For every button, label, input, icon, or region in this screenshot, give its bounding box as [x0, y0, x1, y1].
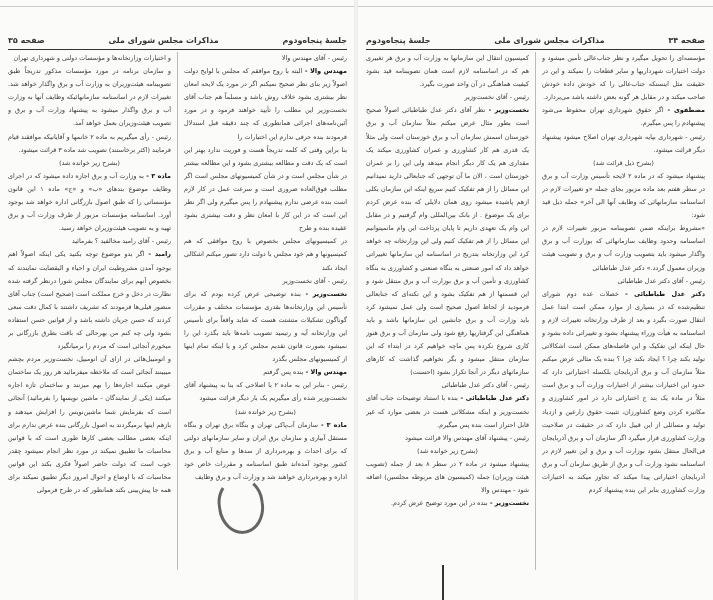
speaker-name: دکتر عدل طباطبائی - [457, 394, 529, 403]
session-label: جلسهٔ پنجاه‌ودوم [282, 35, 347, 45]
paragraph [184, 235, 347, 274]
speaker-name: ماده ۳ - [317, 420, 347, 429]
paragraph [184, 52, 347, 65]
paragraph-text: و اتومبیل‌هائی در ازای آن انومبیل، نخست‌وزیر مردم بچشم میبینند آنجائی است که ملاحظه میفرمائید هر روز یک ساختمان عوض میکنند اجاره‌ها را بهم میزنند و ساختمان تازه اجاره میکنند (یکی از نمایندگان - ماشین نویسها را بفرمائید) آنجائی است که بفرمایش شما ماشین‌نویس را افزایش میدهند و بازهم اینها برمیگردند به اصول بازرگانی بنده عرض ندارم برای اینکه بعضی مطالب بعضی کارها طوری است که با قوانین محاسبات ما تطبیق نمیکند در مورد نظر انجام نمیشود چقدر خوب است که دولت حاضر اصولاً فکری بکند این قوانین محاسبات که با اوضاع و احوال امروز دیگر تطبیق نمیکند برای همه جا پیش‌بینی بکند همانطور که در طرح فرمولی [8, 355, 171, 495]
speaker-name: نخست‌وزیر - [487, 499, 529, 508]
paragraph-text: نظر آقای دکتر عدل طباطبائی اصولاً صحیح است بطور مثال عرض میکنم مثلاً سازمان آب و برق خوزستان اسمش سازمان آب و برق خوزستان است ولی مثلاً یک قدری هم کار کشاورزی و عمران کشاورزی میکند یک مقداری هم یک کار دیگر انجام میدهد ولی این را بر عمران خوزستان است ، الان ما آن توجهی که جنابعالی دارید نمیدانیم این مسائل را از هم تفکیک کنیم سریع اینکه این سازمان بکلی ازهم پاشیده میشود روی همان دلایلی که بنده عرض کردم برای یک موضوع . از بانک بین‌المللی وام گرفتیم و در مقابل این وام یک تعهدی داریم تا پایان پرداخت این وام مانمیتوانیم این مسائل را از هم تفکیک کنیم ولی این وزارتخانه چه خواهد کرد این وزارتخانه بتدریج در اساسنامه این سازمانها تغییراتی خواهد داد که امور صنعتی به بنگاه صنعتی و کشاورزی به بنگاه کشاورزی و تأمین آب و برق بوزارت آب و برق منتقل شود و این قسمتها از هم تفکیک بشود و این نکته‌ای که جنابعالی فرمودید از لحاظ اصول صحیح است ولی عمل نمیشود کرد باید وزارت آب و برق جانشین این سازمانها باشد و باید هماهنگی این گرفتاریها رفع شود ولی سازمان آب و برق هنوز کاری شروع نکرده پس ماچه خواهیم کرد در ابتداء که این سازمان منتقل میشود و بگر نخواهیم گذاشت که کارهای سازمانهای دیگر در آنجا تکرار بشود (احسنت) [366, 106, 529, 377]
session-label: جلسهٔ پنجاه‌ودوم [366, 35, 431, 45]
paragraph-text: رئیس - بنابر این به ماده ۲ با اصلاحی که بنا به پیشنهاد آقای نخست‌وزیر شده رأی میگیریم یک بار دیگر قرائت میشود [184, 381, 347, 403]
paragraph-text: مؤسسه‌ای را تحویل میگیرد و نظر جناب‌عالی تأمین میشود و دولت اختیارات شهرداریها و سایر قطعات را نمیکند و این در حقیقت مثل اینستکه جناب‌عالی را که خودش داده خودش صاحب میکند و در مقابل هر گونه بعض داشته باشد می‌برد‌ارد. [542, 54, 705, 102]
speaker-name: مهندس والا - [303, 368, 347, 377]
paragraph [184, 288, 347, 367]
paragraph [8, 170, 171, 235]
text-column [542, 52, 705, 570]
paragraph-text: رئیس - آقای نخست‌وزیر [282, 276, 347, 285]
paragraph-text: در کمیسیونهای مجلس بخصوص با روح موافقی که هم کمیسیونها و هم خود مجلس با دولت دارد تصور میکنم اشکالی ایجاد نکند [184, 237, 347, 272]
speaker-name: ماده ۳ - [143, 171, 171, 180]
paragraph [542, 170, 705, 222]
paragraph [366, 458, 529, 497]
paragraph-text: و سازمان برنامه در مورد مؤسسات مذکور تدریجاً طبق تصویبنامه هیئت‌وزیران به وزارت آب و برق واگذار خواهد شد. تغییرات لازم در اساسنامه سازمانهائیکه وظایف آنها به وزارت آب و برق واگذار میشود به پیشنهاد وزارت آب و برق و تصویب هیئت‌وزیران بعمل خواهد آمد. [8, 67, 171, 128]
left-page [0, 0, 355, 600]
paragraph-text: سازمان آب‌پاکی تهران و بنگاه برق تهران و بنگاه مستقل آبیاری و سازمان برق ایران و سایر سازمانهای دولتی که برای احداث و بهره‌برداری از سدها و منابع آب و برق کشور بوجود آمده‌اند طبق اساسنامه و مقررات خاص خود اداره و بهره‌برداری خواهند شد و وزارت آب و برق وظایف [184, 420, 347, 481]
paragraph-text: البته با روح موافقم که مجلس با لوایح دولت اصولاً زیر بنای نظر صحیح نمیکنم اگر در مورد یک لایحه امعان نظر بیشتری بشود خلاف روش باشد و مسلماً هم جناب آقای نخست‌وزیر این مطلب را تأیید خواهند فرمود و در مورد آئین‌نامه‌های اجرائی همانطوری که چند دقیقه قبل استدلال فرمودند بنده حرفی ندارم این اختیارات را [184, 67, 347, 141]
paragraph-text: رئیس - پیشنهاد آقای مهندس والا قرائت میشود [405, 433, 529, 442]
paragraph [8, 52, 171, 65]
paragraph [184, 144, 347, 236]
paragraph [184, 406, 347, 419]
paragraph [542, 288, 705, 498]
paragraph-text: پیشنهاد میشود که در ماده ۲ لایحه تأسیس وزارت آب و برق در سطر هفتم بعد ماده مزبور بجای جمله «و تغییرات لازم در اساسنامه سازمانهائی که وظایف آنها الی آخر» جمله ذیل قید شود: [542, 171, 705, 220]
paragraph-text: خصلات عده دوم شورای تنظیم‌شده که در بسیاری از موارد ممکن است ابتدا عمل انتقال صورت بگیرد و بعد از طرف وزارتخانه تغییرات لازم و اساسنامه به هیأت وزراء پیشنهاد بشود و تغییراتی داده بشود و حال اینکه این تفکیک و این فاصله‌های ممکن است اشکالاتی تولید بکند چرا ؟ ایجاد بکند چرا ؟ بنده یک مثالی عرض میکنم مثلاً سازمان آب و برق آذربایجان بلکسله اختیاراتی دارد که حدود این اختیارات بیشتر از اختیارات وزارت آب و برق است مثلاً در ماده یک بند ج اختیاراتی دارد در امور کشاورزی و مکانیزه کردن وضع کشاورزان، تثبیت حقوق زارعین و ازدیاد تولید و مسائلی از این قبیل دارد که در حقیقت در صلاحیت وزارت کشاورزی قرار میگیرد اگر سازمان آب و برق آذربایجان فی‌الحال منتقل بشود بوزارت آب و برق و این تغییر لازم در اساسنامه نشود وزارت آب و برق از طریق سازمان آب و برق آذربایجان اختیاراتی پیدا میکند که تجاوز میکند به اختیارات وزارت کشاورزی بنابر این بنده پیشنهاد کردم [542, 289, 705, 495]
page-number: صفحه ۳۵ [8, 35, 45, 45]
paragraph-text: رئیس - رأی میگیریم به ماده ۲ خانمها و آقایانیکه موافقند قیام فرمایند (اکثر برخاستند) تصویب شد ماده ۳ قرائت میشود. [8, 132, 171, 154]
paragraph [366, 52, 529, 91]
paragraph [366, 104, 529, 379]
publication-title: مذاکرات مجلس شورای ملی [494, 35, 605, 45]
paragraph-text: (بشرح زیر خوانده شد) [59, 158, 120, 167]
speaker-name: دکتر عدل طباطبائی - [618, 289, 705, 298]
paragraph-text: (بشرح زیر خوانده شد) [235, 407, 296, 416]
column-divider [177, 52, 178, 570]
paragraph-text: اگر حقوق شهرداری تهران محفوظ می‌شود پیشنهادم را پس میگیرم. [542, 106, 705, 128]
speaker-name: نخست‌وزیر - [485, 106, 529, 115]
paragraph-text: رئیس - آقای دکتر عدل طباطبائی [617, 276, 705, 285]
paragraph [542, 157, 705, 170]
right-page-columns [366, 52, 705, 570]
paragraph-text: رئیس - آقای دکتر عدل طباطبائی [441, 381, 529, 390]
paragraph [366, 497, 529, 510]
paragraph-text: بنده با استناد توضیحات جناب آقای نخست‌وزیر و اینکه مشکلاتی هست در بعضی موارد که غیر قابل احتراز است بنده پس میگیرم. [366, 394, 529, 429]
paragraph-text: رئیس - آقای نخست‌وزیر [464, 93, 529, 102]
scan-artifact-bar [442, 565, 444, 600]
paragraph [8, 157, 171, 170]
left-page-header [8, 33, 347, 50]
paragraph [8, 235, 171, 248]
paragraph [542, 52, 705, 104]
paragraph-text: رئیس - آقای رامبد مخالفید ؟ بفرمائید [71, 237, 171, 246]
speaker-name: مصطفوی - [663, 106, 705, 115]
paragraph-text: «مشروط براینکه ضمن تصویبنامه مزبور تغییرات لازم در اساسنامه وحدود وظایف سازمانهائی که بوزارت آب و برق واگذار میشود باید بتصویب وزارت آب و برق و تصویب هیئت وزیران معمول گردد.» دکتر عدل طباطبائی [542, 224, 705, 272]
text-column [366, 52, 529, 570]
paragraph-text: (بشرح ذیل قرائت شد) [593, 158, 654, 167]
paragraph [184, 65, 347, 144]
paragraph [542, 104, 705, 130]
paragraph-text: به وزارت آب و برق اجازه داده میشود که در اجرای وظایف موضوع بندهای «ب» و «ج» ماده ۱ این قانون مؤسساتی را که طبق اصول بازرگانی اداره خواهد شد بوجود آورد. اساسنامه مؤسسات مزبور از طرف وزارت آب و برق تهیه و به تصویب هیئت‌وزیران خواهد رسید. [8, 171, 171, 233]
paragraph-text: اگر بدو موضوع توجه بکنید یکی اینکه اصولاً اهم بوجود آمدن مشروطیت ایران و احیاء و الیقضایت نمایندند که بخصوص آنهم برای نمایندگان مجلس شورا درنظر گرفته شده نظارت در دخل و خرج مملکت است (صحیح است) جناب آقای منصور قبلی‌ها فرمودند که تشریف داشتند با کمال دقت سعی کردند که حسن جریان داشته باشد و از قوانین حسن استفاده بشود ولی چه کنم من بهرحالی که باقت بطرق بازرگانی بر میخورم آنجائی است که مردم را برمیانگیزد [8, 250, 171, 351]
paragraph [366, 392, 529, 431]
page-number: صفحه ۳۴ [668, 35, 705, 45]
paragraph-text: (بشرح زیر خوانده شد) [417, 446, 478, 455]
left-page-columns [8, 52, 347, 570]
paragraph [8, 248, 171, 353]
speaker-name: رامبد - [144, 250, 171, 259]
paragraph-text: بنده در این مورد توضیح عرض کردم. [390, 499, 488, 508]
text-column [8, 52, 171, 570]
paragraph [366, 445, 529, 458]
paragraph [8, 353, 171, 497]
right-page [358, 0, 713, 600]
paragraph-text: رئیس - شهرداری بپایه شهرداری تهران اصلاح میشود پیشنهاد دیگر قرائت میشود. [542, 132, 705, 154]
paragraph-text: رئیس - آقای مهندس والا [281, 54, 347, 62]
paragraph-text: کمیسیون انتقال این سازمانها به وزارت آب و برق هر تغییری هم که در اساسنامه لازم است همان تصویبنامه قید بشود کیفیت هماهنگی در آن واحد صورت بگیرد. [366, 54, 529, 89]
paragraph-text: و اختیارات وزارتخانه‌ها و مؤسسات دولتی و شهرداری تهران [13, 54, 171, 62]
paragraph [184, 366, 347, 379]
speaker-name: مهندس والا - [302, 67, 347, 76]
paragraph-text: بنده توضیحی عرض کرده بودم که برای تأسیس این وزارتخانه‌ها بقدری مؤسسات مختلف و مقررات گوناگون تشکیلات متشتت هست که شاید واقعاً برای تأسیس این وزارتخانه آیه و رتیمید تصویب نامه‌ها باید بگذرد این را نمیشود بصورت قانون تقدیم مجلس کرد و یا اینکه تمام اینها از کمیسیونهای مجلس بگذرد [184, 289, 347, 364]
speaker-name: نخست‌وزیر - [300, 289, 347, 298]
column-divider [535, 52, 536, 570]
paragraph [184, 275, 347, 288]
text-column [184, 52, 347, 570]
publication-title: مذاکرات مجلس شورای ملی [108, 35, 219, 45]
paragraph [542, 275, 705, 288]
paragraph [542, 131, 705, 157]
paragraph-text: بنا براین وقتی که کلمه تدریجاً هست و فوریت ندارد بهتر این است که یک دقت و مطالعه بیشتری بشود و این مطالعه بیشتر در شأن مجلس است و در شأن کمیسیونهای مجلس است اگر مطلب فوق‌العاده ضروری است و سرعت عمل در کار لازم است بنده عرضی ندارم پیشنهادم را پس میگیرم ولی اگر نظر این است که در این کار با امعان نظر و دقت بیشتری بشود عقیده بنده و طرح [184, 145, 347, 233]
paragraph [184, 379, 347, 405]
paragraph-text: پیشنهاد میشود در ماده ۲ در سطر ۸ بعد از جمله (تصویب هیئت وزیران) جمله (کمیسیون های مربوطه مجلسین) اضافه شود - مهندس والا [366, 459, 529, 495]
paragraph [8, 65, 171, 130]
right-page-header [366, 33, 705, 50]
paragraph [8, 131, 171, 157]
paragraph [366, 91, 529, 104]
paragraph [366, 379, 529, 392]
paragraph [366, 432, 529, 445]
paragraph [184, 419, 347, 484]
paragraph-text: بنده پس گرفتم [263, 368, 304, 377]
paragraph [542, 222, 705, 274]
